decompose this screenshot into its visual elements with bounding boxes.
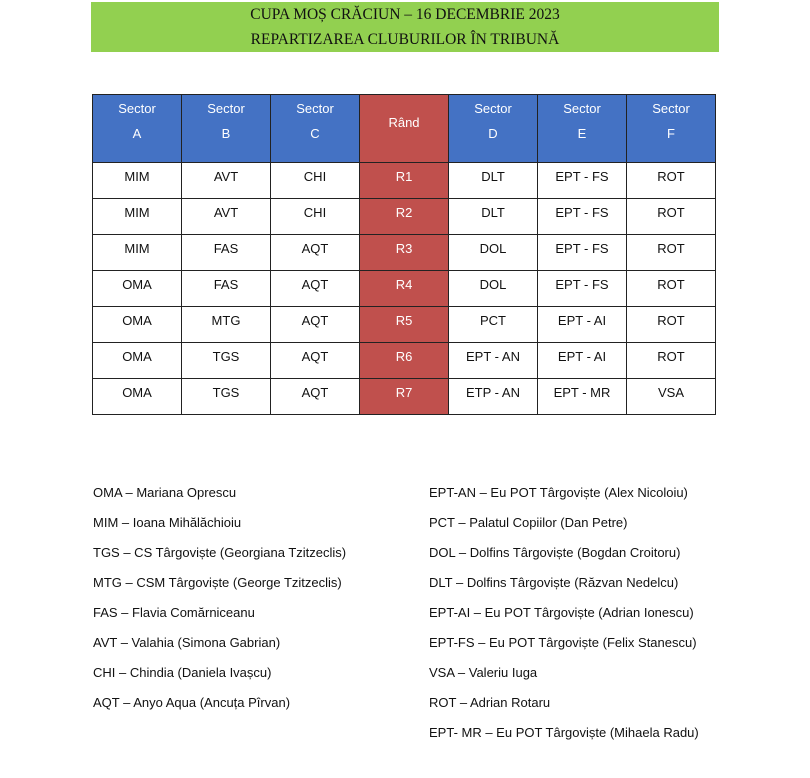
club-cell: EPT - FS xyxy=(538,163,627,199)
club-cell: AQT xyxy=(271,235,360,271)
event-title: CUPA MOȘ CRĂCIUN – 16 DECEMBRIE 2023 xyxy=(250,6,560,23)
club-cell: EPT - FS xyxy=(538,235,627,271)
club-cell: PCT xyxy=(449,307,538,343)
table-row xyxy=(93,307,716,343)
table-row xyxy=(93,379,716,415)
legend-item: VSA – Valeriu Iuga xyxy=(429,665,538,680)
header-sector xyxy=(182,95,271,163)
club-cell: ROT xyxy=(627,343,716,379)
header-label: Sector xyxy=(207,101,245,116)
row-number-cell: R3 xyxy=(360,235,449,271)
club-cell: CHI xyxy=(271,163,360,199)
title-banner xyxy=(91,2,719,52)
club-cell: ROT xyxy=(627,199,716,235)
legend-item: DOL – Dolfins Târgoviște (Bogdan Croitoru) xyxy=(429,545,681,560)
legend-item: EPT-AI – Eu POT Târgoviște (Adrian Ionescu) xyxy=(429,605,694,620)
header-letter: D xyxy=(488,126,498,141)
club-cell: ROT xyxy=(627,235,716,271)
legend-item: EPT-AN – Eu POT Târgoviște (Alex Nicoloiu) xyxy=(429,485,688,500)
header-label: Sector xyxy=(296,101,334,116)
legend-item: TGS – CS Târgoviște (Georgiana Tzitzeclis) xyxy=(93,545,347,560)
club-cell: EPT - FS xyxy=(538,199,627,235)
club-cell: OMA xyxy=(93,307,182,343)
row-number-cell: R2 xyxy=(360,199,449,235)
table-row xyxy=(93,343,716,379)
club-cell: AQT xyxy=(271,343,360,379)
club-cell: OMA xyxy=(93,343,182,379)
club-cell: AQT xyxy=(271,271,360,307)
club-cell: AVT xyxy=(182,199,271,235)
club-cell: MTG xyxy=(182,307,271,343)
row-number-cell: R5 xyxy=(360,307,449,343)
header-label: Sector xyxy=(474,101,512,116)
legend-item: ROT – Adrian Rotaru xyxy=(429,695,551,710)
legend-item: OMA – Mariana Oprescu xyxy=(93,485,237,500)
club-cell: ROT xyxy=(627,271,716,307)
header-label: Sector xyxy=(652,101,690,116)
club-cell: OMA xyxy=(93,379,182,415)
club-cell: MIM xyxy=(93,199,182,235)
club-cell: EPT - AN xyxy=(449,343,538,379)
table-header-row xyxy=(93,95,716,163)
legend-right xyxy=(429,478,699,748)
header-sector xyxy=(627,95,716,163)
legend-left xyxy=(93,478,346,718)
club-cell: ROT xyxy=(627,163,716,199)
row-number-cell: R1 xyxy=(360,163,449,199)
club-cell: EPT - AI xyxy=(538,307,627,343)
club-cell: ETP - AN xyxy=(449,379,538,415)
table-row xyxy=(93,199,716,235)
row-number-cell: R7 xyxy=(360,379,449,415)
legend-item: MIM – Ioana Mihălăchioiu xyxy=(93,515,242,530)
table-row xyxy=(93,271,716,307)
legend-item: CHI – Chindia (Daniela Ivașcu) xyxy=(93,665,272,680)
header-sector xyxy=(93,95,182,163)
club-cell: OMA xyxy=(93,271,182,307)
table-body xyxy=(93,163,716,415)
legend-item: EPT-FS – Eu POT Târgoviște (Felix Stanescu) xyxy=(429,635,697,650)
legend-item: PCT – Palatul Copiilor (Dan Petre) xyxy=(429,515,628,530)
header-sector xyxy=(449,95,538,163)
legend-item: AQT – Anyo Aqua (Ancuța Pîrvan) xyxy=(93,695,291,710)
club-cell: AVT xyxy=(182,163,271,199)
club-cell: TGS xyxy=(182,343,271,379)
club-cell: DOL xyxy=(449,271,538,307)
club-cell: VSA xyxy=(627,379,716,415)
legend-item: AVT – Valahia (Simona Gabrian) xyxy=(93,635,281,650)
header-label: Sector xyxy=(118,101,156,116)
table-row xyxy=(93,163,716,199)
club-cell: EPT - AI xyxy=(538,343,627,379)
row-number-cell: R4 xyxy=(360,271,449,307)
club-cell: AQT xyxy=(271,379,360,415)
seating-table xyxy=(92,94,716,415)
club-cell: EPT - FS xyxy=(538,271,627,307)
club-cell: MIM xyxy=(93,163,182,199)
header-sector xyxy=(538,95,627,163)
club-cell: DOL xyxy=(449,235,538,271)
club-cell: ROT xyxy=(627,307,716,343)
header-sector xyxy=(271,95,360,163)
legend-item: EPT- MR – Eu POT Târgoviște (Mihaela Radu) xyxy=(429,725,699,740)
club-cell: EPT - MR xyxy=(538,379,627,415)
header-label: Sector xyxy=(563,101,601,116)
row-number-cell: R6 xyxy=(360,343,449,379)
club-cell: AQT xyxy=(271,307,360,343)
legend-item: DLT – Dolfins Târgoviște (Răzvan Nedelcu) xyxy=(429,575,679,590)
header-letter: A xyxy=(132,126,142,141)
club-cell: TGS xyxy=(182,379,271,415)
header-label: Rând xyxy=(388,115,420,130)
event-subtitle: REPARTIZAREA CLUBURILOR ÎN TRIBUNĂ xyxy=(250,31,560,48)
table-row xyxy=(93,235,716,271)
legend-item: MTG – CSM Târgoviște (George Tzitzeclis) xyxy=(93,575,342,590)
club-cell: DLT xyxy=(449,163,538,199)
legend-item: FAS – Flavia Comărniceanu xyxy=(93,605,255,620)
club-cell: FAS xyxy=(182,235,271,271)
club-cell: MIM xyxy=(93,235,182,271)
club-cell: CHI xyxy=(271,199,360,235)
club-cell: FAS xyxy=(182,271,271,307)
header-letter: F xyxy=(667,126,675,141)
club-cell: DLT xyxy=(449,199,538,235)
header-letter: B xyxy=(221,126,231,141)
header-letter: E xyxy=(577,126,587,141)
header-letter: C xyxy=(310,126,320,141)
header-rand xyxy=(360,95,449,163)
